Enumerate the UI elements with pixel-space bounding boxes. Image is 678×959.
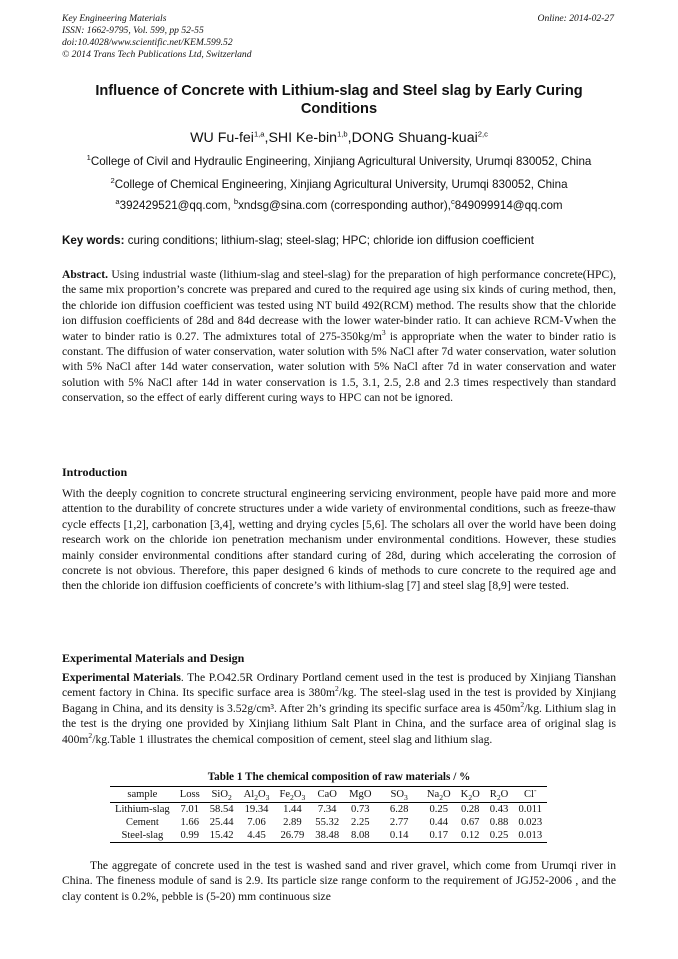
- experimental-heading: Experimental Materials and Design: [62, 651, 245, 665]
- col-loss: Loss: [175, 787, 205, 803]
- author-1: WU Fu-fei: [190, 130, 254, 146]
- table-row: Cement 1.66 25.44 7.06 2.89 55.32 2.25 2.77 0.44 0.67 0.88 0.023: [125, 817, 543, 828]
- col-fe2o3: $Fe_2O_3$: [274, 787, 310, 803]
- chemical-composition-table: [110, 786, 547, 843]
- email-c[interactable]: 849099914@qq.com: [454, 199, 563, 212]
- col-k2o: $K_2O$: [456, 787, 485, 803]
- affiliation-2: $^2$College of Chemical Engineering, Xinjiang Agricultural University, Urumqi 830052, China: [110, 176, 568, 191]
- col-cao: CaO: [310, 787, 344, 803]
- email-b[interactable]: xndsg@sina.com (corresponding author),: [238, 199, 451, 212]
- col-r2o: $R_2O$: [485, 787, 514, 803]
- col-so3: $SO_3$: [377, 787, 422, 803]
- author-2: ,SHI Ke-bin: [264, 130, 338, 146]
- col-sio2: SiO$_2$: [205, 787, 239, 803]
- abstract-label: Abstract.: [62, 268, 109, 281]
- email-line: $^a$392429521@qq.com, $^b$xndsg@sina.com (corresponding author),$^c$849099914@qq.com: [115, 197, 563, 212]
- online-date: Online: 2014-02-27: [537, 13, 614, 24]
- col-na2o: $Na_2O$: [422, 787, 456, 803]
- col-sample: sample: [110, 787, 175, 803]
- table-row: Steel-slag 0.99 15.42 4.45 26.79 38.48 8.08 0.14 0.17 0.12 0.25 0.013: [110, 829, 547, 843]
- author-3: ,DONG Shuang-kuai: [347, 130, 478, 146]
- issn-line: ISSN: 1662-9795, Vol. 599, pp 52-55: [62, 25, 204, 36]
- keywords-text: curing conditions; lithium-slag; steel-slag; HPC; chloride ion diffusion coefficient: [124, 234, 534, 247]
- col-mgo: MgO: [344, 787, 376, 803]
- table-row: Lithium-slag 7.01 58.54 19.34 1.44 7.34 0.73 6.28 0.25 0.28 0.43 0.011: [115, 804, 542, 815]
- experimental-materials-body: Experimental Materials. The P.O42.5R Ordinary Portland cement used in the test is produced by Xinjiang Tianshan cement factory in China. Its specific surface area is $380m^2/kg$. The steel-slag used in the test is provided by Xinjiang Bagang in China, and its density is 3.52g/cm³. After 2h’s grinding its specific surface area is $450m^2/kg$. Lithium slag in the test is the drying one provided by Xinjiang lithium Salt Plant in China, and the surface area of original slag is $400m^2/kg.Table$ 1 illustrates the chemical composition of cement, steel slag and lithium slag.: [62, 671, 617, 746]
- keywords-label: Key words:: [62, 234, 125, 247]
- journal-name: Key Engineering Materials: [62, 13, 167, 24]
- table-header-row: [110, 787, 547, 803]
- author-line: WU Fu-fei$^{1,a}$,SHI Ke-bin$^{1,b}$,DONG Shuang-kuai$^{2,c}$: [190, 129, 488, 146]
- col-al2o3: $Al_2O_3$: [239, 787, 275, 803]
- keywords: [62, 234, 616, 248]
- aggregate-paragraph: The aggregate of concrete used in the test is washed sand and river gravel, which come from Urumqi river in China. The fineness module of sand is 2.9. Its particle size range conform to the requirement of JGJ52-2006 , and the clay content is 0.2%, pebble is (5-20) mm continuous size: [62, 859, 616, 903]
- col-cl: Cl-: [513, 787, 547, 803]
- paper-title: Influence of Concrete with Lithium-slag and Steel slag by Early Curing Conditions: [95, 83, 583, 117]
- copyright-line: © 2014 Trans Tech Publications Ltd, Switzerland: [62, 49, 252, 60]
- doi-line: doi:10.4028/www.scientific.net/KEM.599.52: [62, 37, 233, 48]
- experimental-materials-label: Experimental Materials: [62, 671, 181, 684]
- introduction-heading: Introduction: [62, 465, 128, 479]
- email-a[interactable]: 392429521@qq.com,: [119, 199, 234, 212]
- header-metadata: [62, 13, 252, 61]
- affiliation-1: $^1$College of Civil and Hydraulic Engineering, Xinjiang Agricultural University, Urumqi 830052, China: [86, 153, 592, 168]
- table-caption: Table 1 The chemical composition of raw materials / %: [207, 771, 471, 783]
- introduction-body: With the deeply cognition to concrete structural engineering servicing environment, people have paid more and more attention to the durability of concrete structures under a wide variety of environmental conditions, such as freeze-thaw cycle effects [1,2], carbonation [3,4], wetting and drying cycles [5,6]. The scholars all over the world have been doing research work on the chloride ion penetration mechanism under environmental conditions. However, these studies mainly consider environmental conditions after standard curing of 28d, during which accelerating the corrosion of concrete is not obvious. Therefore, this paper designed 6 kinds of methods to cure concrete to the required age and then the chloride ion diffusion coefficients of concrete’s with lithium-slag [7] and steel slag [8,9] were tested.: [62, 487, 616, 593]
- abstract: Abstract. Using industrial waste (lithium-slag and steel-slag) for the preparation of high performance concrete(HPC), the same mix proportion’s concrete was prepared and cured to the required age using six kinds of curing method, then, the chloride ion diffusion coefficient was tested using NT build 492(RCM) method. The results show that the chloride ion diffusion coefficients of 28d and 84d decrease with the lower water-binder ratio. It can achieve RCM-Ⅴwhen the water to binder ratio is 0.27. The admixtures total of $275-350kg/m^3$ is appropriate when the water to binder ratio is constant. The diffusion of water conservation, water solution with 5% NaCl after 7d water conservation, water solution with 5% NaCl after 14d water conservation, water solution with 5% NaCl after 7d in water conservation and water solution with 5% NaCl after 14d in water conservation is 1.5, 3.1, 2.5, 2.8 and 2.3 times respectively than standard conservation, so the effect of early different curing ways to HPC can not be ignored.: [62, 268, 616, 405]
